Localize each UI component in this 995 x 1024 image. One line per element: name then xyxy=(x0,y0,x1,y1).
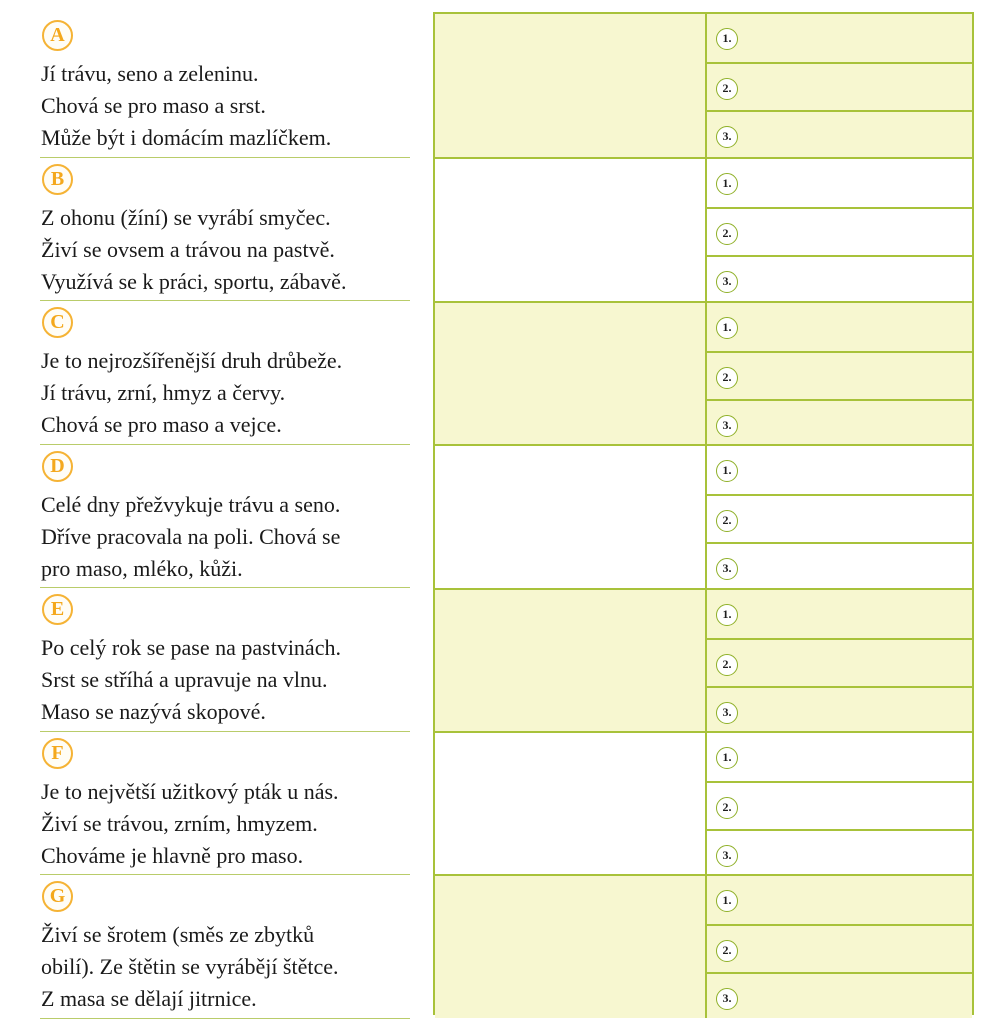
answer-slot[interactable] xyxy=(707,14,972,62)
riddle-line: Maso se nazývá skopové. xyxy=(41,699,266,724)
riddle-line: obilí). Ze štětin se vyrábějí štětce. xyxy=(41,954,339,979)
riddle-text xyxy=(41,58,331,154)
slot-number-badge: 3. xyxy=(716,126,738,148)
riddle-text xyxy=(41,489,340,585)
slot-number-badge: 3. xyxy=(716,415,738,437)
answer-slot[interactable] xyxy=(707,781,972,829)
answer-group-a xyxy=(435,14,972,157)
riddle-letter-badge: D xyxy=(42,451,73,482)
riddle-d xyxy=(40,445,410,589)
answer-slot[interactable] xyxy=(707,686,972,734)
answer-slot[interactable] xyxy=(707,590,972,638)
answer-slot[interactable] xyxy=(707,159,972,207)
answer-slot[interactable] xyxy=(707,351,972,399)
slot-number-badge: 2. xyxy=(716,940,738,962)
riddle-letter-badge: E xyxy=(42,594,73,625)
slot-number-badge: 3. xyxy=(716,988,738,1010)
answer-slot[interactable] xyxy=(707,542,972,590)
slot-number-badge: 3. xyxy=(716,845,738,867)
answer-group-b xyxy=(435,157,972,300)
slot-number-badge: 2. xyxy=(716,223,738,245)
slot-number-badge: 2. xyxy=(716,797,738,819)
answer-slot[interactable] xyxy=(707,829,972,877)
riddle-f xyxy=(40,732,410,876)
riddle-text xyxy=(41,776,339,872)
riddle-line: Živí se trávou, zrním, hmyzem. xyxy=(41,810,318,836)
riddle-line: Jí trávu, seno a zeleninu. xyxy=(41,61,259,86)
animal-name-cell[interactable] xyxy=(435,876,707,1017)
animal-name-cell[interactable] xyxy=(435,303,707,444)
riddle-text xyxy=(41,202,346,298)
riddle-letter-badge: C xyxy=(42,307,73,338)
answer-group-c xyxy=(435,301,972,444)
riddle-divider xyxy=(40,1018,410,1019)
answer-group-e xyxy=(435,588,972,731)
riddle-line: Chová se pro maso a srst. xyxy=(41,93,266,118)
slot-number-badge: 2. xyxy=(716,367,738,389)
slot-number-badge: 1. xyxy=(716,317,738,339)
riddle-letter-badge: A xyxy=(42,20,73,51)
answer-grid xyxy=(433,12,974,1015)
riddle-letter-badge: B xyxy=(42,164,73,195)
slot-number-badge: 3. xyxy=(716,702,738,724)
riddle-line: Živí se šrotem (směs ze zbytků xyxy=(41,922,315,947)
riddle-b xyxy=(40,158,410,302)
answer-slot[interactable] xyxy=(707,924,972,972)
answer-slot[interactable] xyxy=(707,494,972,542)
riddle-text xyxy=(41,919,339,1015)
slot-number-badge: 2. xyxy=(716,78,738,100)
slot-number-badge: 2. xyxy=(716,654,738,676)
riddle-line: pro maso, mléko, kůži. xyxy=(41,555,243,581)
riddle-e xyxy=(40,588,410,732)
slot-number-badge: 3. xyxy=(716,271,738,293)
animal-name-cell[interactable] xyxy=(435,733,707,874)
answer-slot[interactable] xyxy=(707,303,972,351)
answer-group-f xyxy=(435,731,972,874)
answer-slot[interactable] xyxy=(707,62,972,110)
riddle-g xyxy=(40,875,410,1019)
riddle-line: Může být i domácím mazlíčkem. xyxy=(41,125,332,150)
slot-number-badge: 1. xyxy=(716,28,738,50)
riddle-line: Chová se pro maso a vejce. xyxy=(41,412,282,437)
answer-slot[interactable] xyxy=(707,972,972,1020)
riddle-line: Z masa se dělají jitrnice. xyxy=(41,986,257,1011)
animal-name-cell[interactable] xyxy=(435,590,707,731)
slot-number-badge: 1. xyxy=(716,460,738,482)
riddle-line: Je to největší užitkový pták u nás. xyxy=(41,778,339,804)
riddle-letter-badge: G xyxy=(42,881,73,912)
riddle-line: Využívá se k práci, sportu, zábavě. xyxy=(41,268,347,294)
answer-group-g xyxy=(435,874,972,1017)
answer-slot[interactable] xyxy=(707,110,972,158)
animal-name-cell[interactable] xyxy=(435,14,707,157)
riddle-line: Jí trávu, zrní, hmyz a červy. xyxy=(41,380,286,405)
answer-slot[interactable] xyxy=(707,638,972,686)
slot-number-badge: 3. xyxy=(716,558,738,580)
slot-number-badge: 1. xyxy=(716,173,738,195)
riddle-line: Živí se ovsem a trávou na pastvě. xyxy=(41,236,335,262)
riddle-line: Celé dny přežvykuje trávu a seno. xyxy=(41,491,341,517)
riddle-line: Dříve pracovala na poli. Chová se xyxy=(41,523,341,549)
riddle-line: Srst se stříhá a upravuje na vlnu. xyxy=(41,667,328,692)
slot-number-badge: 1. xyxy=(716,747,738,769)
answer-slot[interactable] xyxy=(707,733,972,781)
answer-slot[interactable] xyxy=(707,876,972,924)
animal-name-cell[interactable] xyxy=(435,159,707,300)
riddle-line: Je to nejrozšířenější druh drůbeže. xyxy=(41,348,343,373)
riddle-line: Po celý rok se pase na pastvinách. xyxy=(41,635,341,660)
animal-name-cell[interactable] xyxy=(435,446,707,587)
riddle-line: Chováme je hlavně pro maso. xyxy=(41,842,304,868)
riddle-c xyxy=(40,301,410,445)
riddle-letter-badge: F xyxy=(42,738,73,769)
riddle-line: Z ohonu (žíní) se vyrábí smyčec. xyxy=(41,204,331,230)
answer-slot[interactable] xyxy=(707,207,972,255)
riddle-text xyxy=(41,632,341,728)
answer-slot[interactable] xyxy=(707,399,972,447)
answer-slot[interactable] xyxy=(707,255,972,303)
riddle-text xyxy=(41,345,342,441)
answer-slot[interactable] xyxy=(707,446,972,494)
slot-number-badge: 1. xyxy=(716,890,738,912)
slot-number-badge: 1. xyxy=(716,604,738,626)
slot-number-badge: 2. xyxy=(716,510,738,532)
riddle-a xyxy=(40,14,410,158)
answer-group-d xyxy=(435,444,972,587)
